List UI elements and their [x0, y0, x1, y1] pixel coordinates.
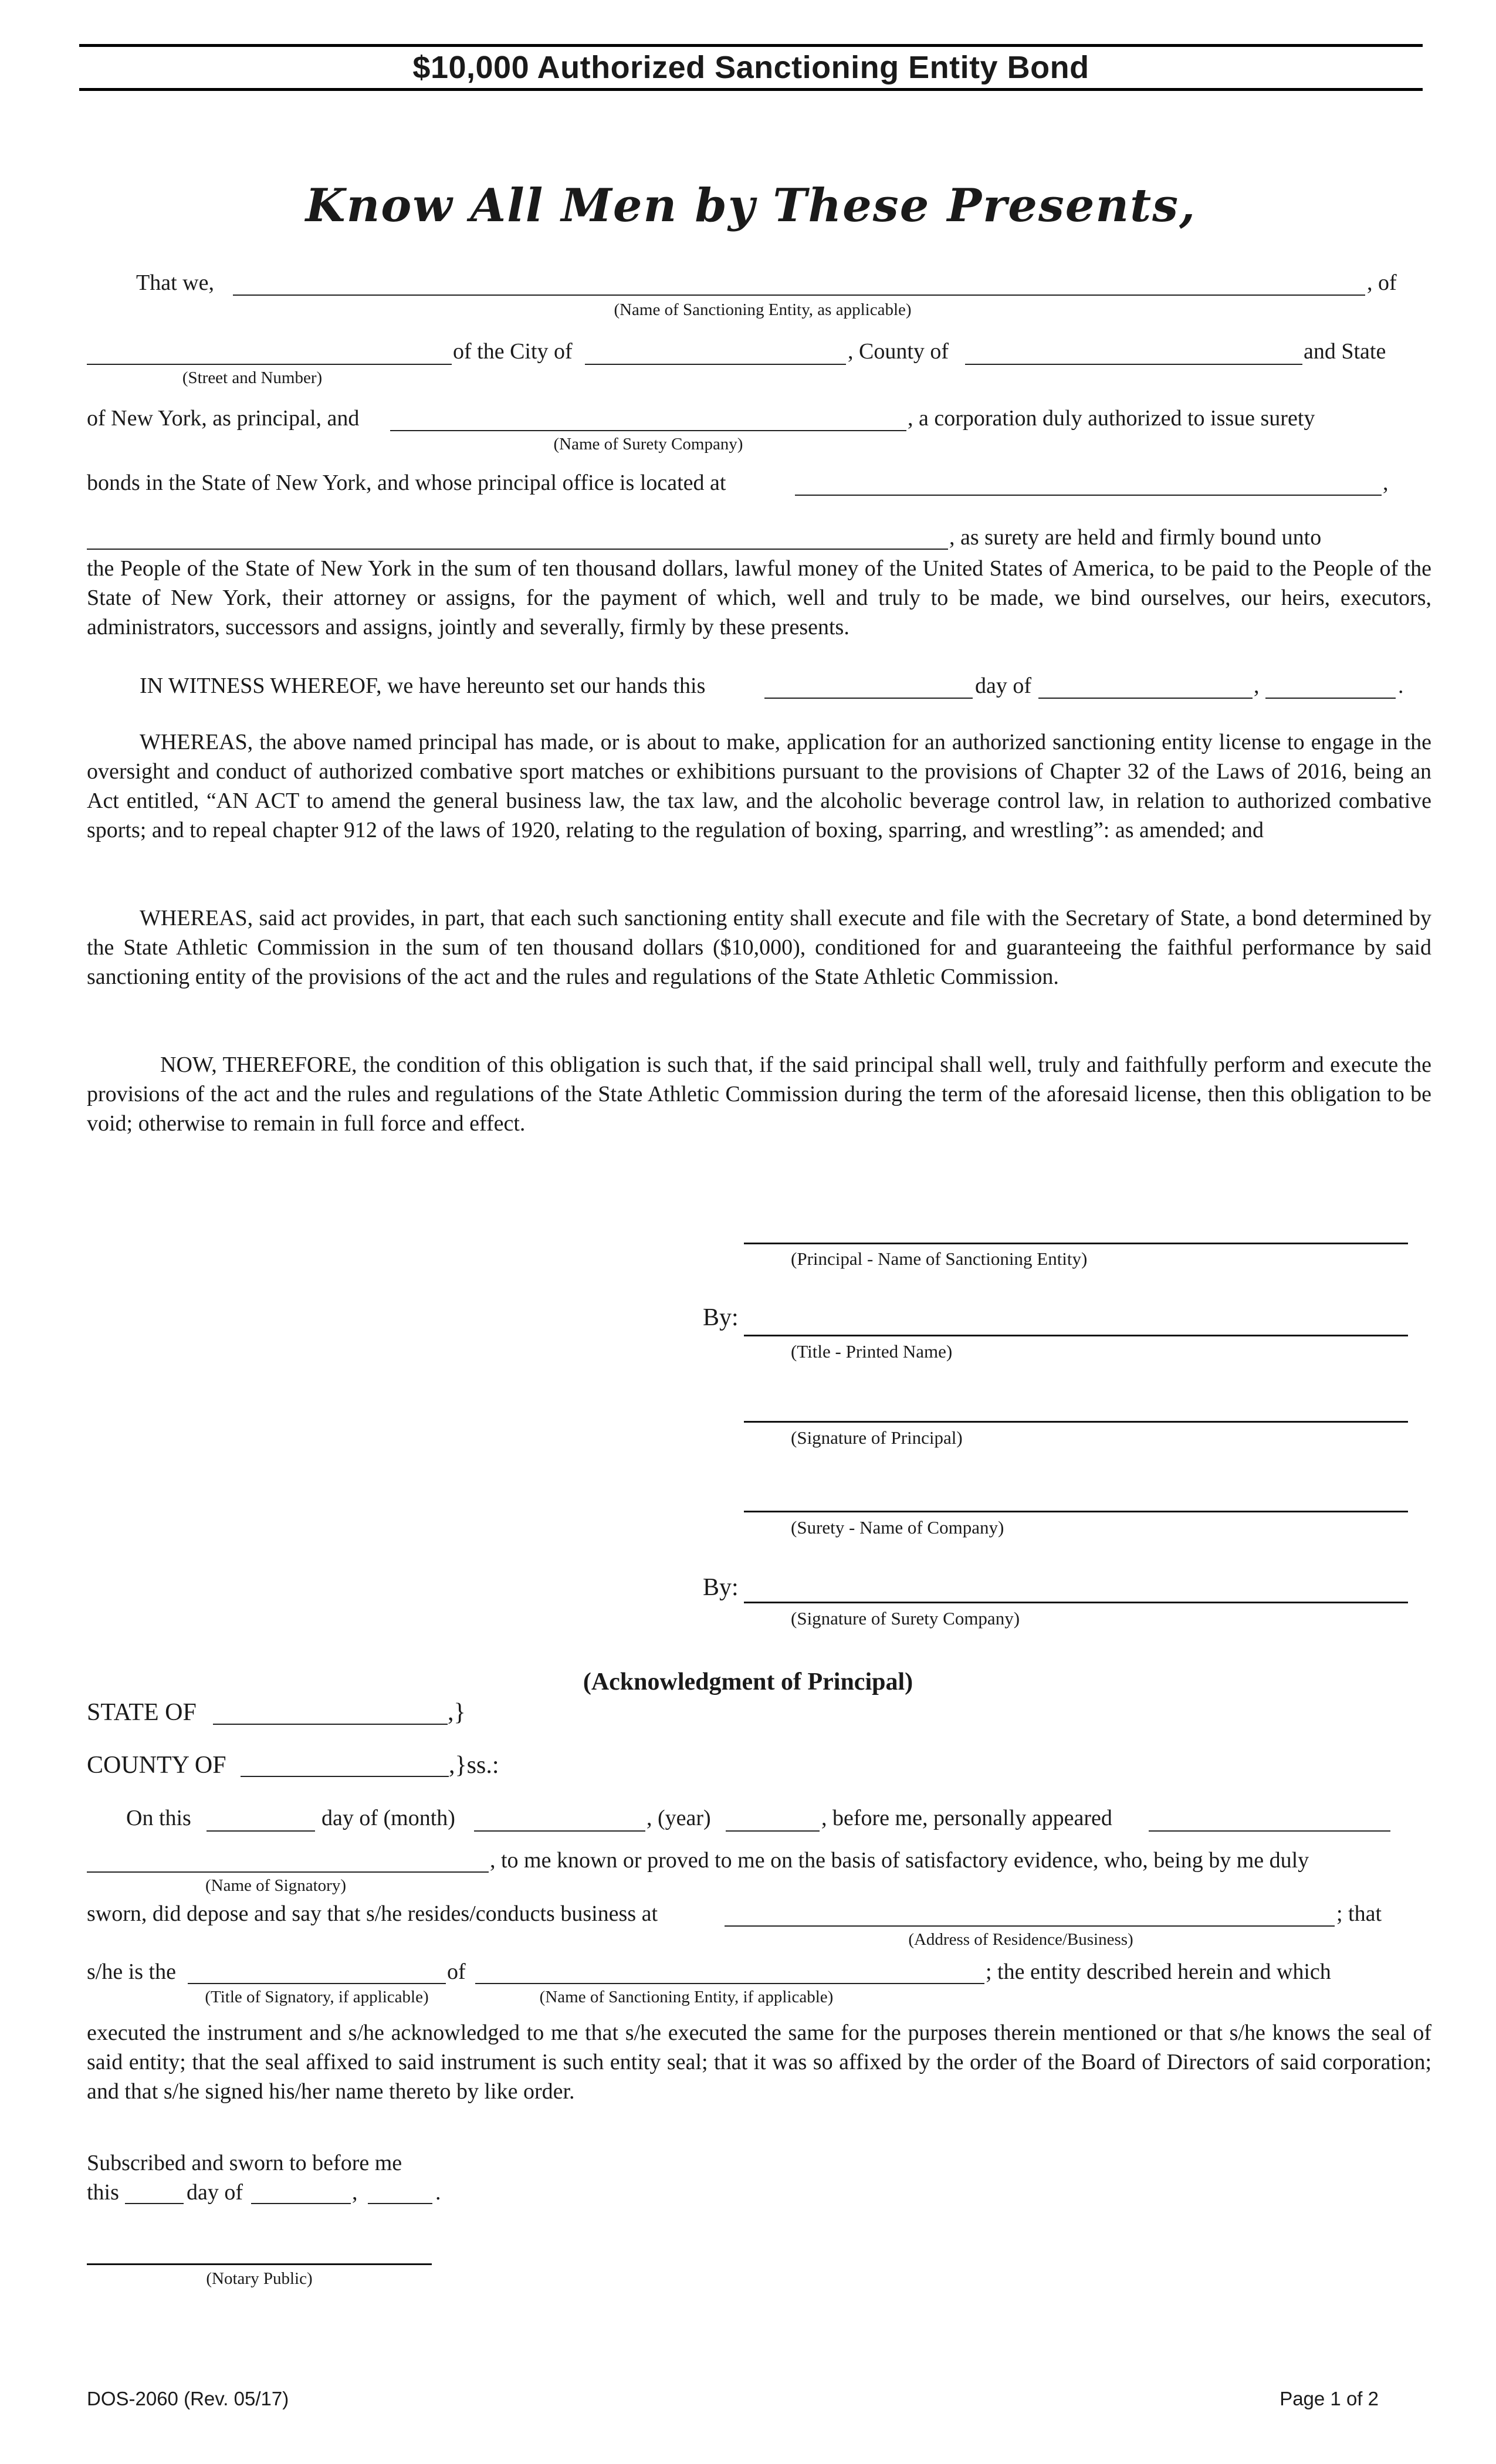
that-we-label: That we, — [136, 270, 214, 295]
acknowledgment-heading: (Acknowledgment of Principal) — [583, 1668, 913, 1695]
witness-year-field[interactable] — [1265, 698, 1396, 699]
signatory-title-field[interactable] — [188, 1983, 446, 1984]
entity-name-ack-caption: (Name of Sanctioning Entity, if applicable) — [539, 1988, 834, 2006]
executed-paragraph: executed the instrument and s/he acknowledged to me that s/he executed the same for the purposes therein mentioned or that s/he knows the seal of said entity; that the seal affixed to said instrument is such entity seal; that it was so affixed by the order of the Board of Directors of said corporation; and that s/he signed his/her name thereto by like order. — [87, 2020, 1431, 2104]
form-title: $10,000 Authorized Sanctioning Entity Bond — [412, 50, 1089, 85]
corporation-text: , a corporation duly authorized to issue surety — [908, 406, 1315, 431]
surety-caption: (Name of Surety Company) — [553, 435, 743, 453]
year-label: , (year) — [647, 1806, 711, 1830]
now-therefore-paragraph: NOW, THEREFORE, the condition of this obligation is such that, if the said principal shall well, truly and faithfully perform and execute the provisions of the act and the rules and regulations of the State Athletic Commission during the term of the aforesaid license, then this obligation to be void; otherwise to remain in full force and effect. — [87, 1052, 1431, 1136]
this-label: this — [87, 2180, 119, 2205]
surety-signature-caption: (Signature of Surety Company) — [791, 1608, 1020, 1629]
signatory-name-field[interactable] — [87, 1871, 489, 1873]
subscribed-year-field[interactable] — [368, 2203, 432, 2204]
page-number: Page 1 of 2 — [1280, 2388, 1379, 2409]
principal-office-continued-field[interactable] — [87, 549, 948, 550]
before-me-text: , before me, personally appeared — [821, 1806, 1112, 1830]
ack-year-field[interactable] — [726, 1830, 820, 1832]
street-caption: (Street and Number) — [182, 368, 323, 387]
sanctioning-entity-name-field[interactable] — [233, 295, 1365, 296]
signatory-name-caption: (Name of Signatory) — [205, 1876, 346, 1895]
address-field[interactable] — [725, 1925, 1335, 1927]
surety-company-field[interactable] — [390, 430, 906, 431]
new-york-principal-label: of New York, as principal, and — [87, 406, 360, 431]
she-is-the-label: s/he is the — [87, 1959, 176, 1984]
office-comma: , — [1383, 471, 1389, 495]
county-ack-field[interactable] — [241, 1776, 449, 1777]
principal-signature-caption: (Signature of Principal) — [791, 1427, 963, 1448]
and-state-label: and State — [1304, 339, 1386, 364]
county-brace: ,}ss.: — [449, 1752, 499, 1779]
subscribed-month-field[interactable] — [251, 2203, 351, 2204]
notary-signature-line[interactable] — [87, 2263, 432, 2265]
sworn-text: sworn, did depose and say that s/he resides/conducts business at — [87, 1901, 658, 1926]
entity-name-caption: (Name of Sanctioning Entity, as applicable) — [614, 300, 912, 319]
as-surety-text: , as surety are held and firmly bound unto — [949, 525, 1322, 550]
address-caption: (Address of Residence/Business) — [908, 1930, 1133, 1949]
of-entity-label: of — [447, 1959, 466, 1984]
by-label-principal: By: — [703, 1304, 739, 1331]
subscribed-day-of-label: day of — [187, 2180, 243, 2205]
city-field[interactable] — [585, 364, 846, 365]
page-heading: Know All Men by These Presents, — [305, 179, 1197, 232]
county-field[interactable] — [965, 364, 1302, 365]
county-of-label: , County of — [848, 339, 949, 364]
whereas-paragraph-1: WHEREAS, the above named principal has made, or is about to make, application for an authorized sanctioning entity license to engage in the oversight and conduct of authorized combative sport matches or exhibitions pursuant to the provisions of Chapter 32 of the Laws of 2016, being an Act entitled, “AN ACT to amend the general business law, the tax law, and the alcoholic beverage control law, in relation to authorized combative sports; and to repeal chapter 912 of the laws of 1920, relating to the regulation of boxing, sparring, and wrestling”: as amended; and — [87, 730, 1431, 842]
witness-day-field[interactable] — [764, 698, 973, 699]
form-id: DOS-2060 (Rev. 05/17) — [87, 2388, 289, 2409]
surety-name-caption: (Surety - Name of Company) — [791, 1517, 1004, 1538]
witness-period: . — [1398, 673, 1404, 698]
principal-signature-line[interactable] — [744, 1421, 1408, 1423]
street-number-field[interactable] — [87, 364, 452, 365]
state-field[interactable] — [213, 1724, 448, 1725]
state-brace: ,} — [448, 1699, 466, 1726]
witness-text: IN WITNESS WHEREOF, we have hereunto set our hands this — [140, 673, 706, 698]
appeared-name-field[interactable] — [1149, 1830, 1390, 1832]
entity-described-text: ; the entity described herein and which — [986, 1959, 1331, 1984]
surety-name-line[interactable] — [744, 1511, 1408, 1512]
subscribed-day-field[interactable] — [125, 2203, 184, 2204]
principal-name-caption: (Principal - Name of Sanctioning Entity) — [791, 1248, 1088, 1269]
title-signatory-caption: (Title of Signatory, if applicable) — [205, 1988, 429, 2006]
entity-name-ack-field[interactable] — [475, 1983, 984, 1984]
surety-signature-line[interactable] — [744, 1602, 1408, 1603]
of-label: , of — [1367, 270, 1397, 295]
whereas-paragraph-2: WHEREAS, said act provides, in part, that each such sanctioning entity shall execute and file with the Secretary of State, a bond determined by the State Athletic Commission in the sum of ten thousand dollars ($10,000), conditioned for and guaranteeing the faithful performance by said sanctioning entity of the provisions of the act and the rules and regulations of the State Athletic Commission. — [87, 906, 1431, 989]
subscribed-comma: , — [352, 2180, 358, 2205]
top-rule — [79, 44, 1423, 47]
subscribed-period: . — [435, 2180, 441, 2205]
day-of-month-label: day of (month) — [321, 1806, 455, 1830]
known-text: , to me known or proved to me on the basis of satisfactory evidence, who, being by me duly — [490, 1848, 1309, 1873]
by-label-surety: By: — [703, 1574, 739, 1601]
subscribed-text: Subscribed and sworn to before me — [87, 2151, 402, 2175]
witness-day-of-label: day of — [975, 673, 1032, 698]
notary-caption: (Notary Public) — [206, 2269, 313, 2288]
principal-name-line[interactable] — [744, 1243, 1408, 1244]
state-of-label: STATE OF — [87, 1699, 197, 1726]
ack-month-field[interactable] — [474, 1830, 645, 1832]
witness-comma: , — [1254, 673, 1260, 698]
principal-office-field[interactable] — [795, 495, 1382, 496]
of-city-label: of the City of — [453, 339, 573, 364]
bound-paragraph: the People of the State of New York in the sum of ten thousand dollars, lawful money of the United States of America, to be paid to the People of the State of New York, their attorney or assigns, for the payment of which, well and truly to be made, we bind ourselves, our heirs, executors, administrators, successors and assigns, jointly and severally, firmly by these presents. — [87, 556, 1431, 639]
that-label: ; that — [1336, 1901, 1382, 1926]
witness-month-field[interactable] — [1038, 698, 1253, 699]
county-of-ack-label: COUNTY OF — [87, 1752, 226, 1779]
on-this-label: On this — [126, 1806, 191, 1830]
title-underline — [79, 88, 1423, 91]
title-printed-caption: (Title - Printed Name) — [791, 1341, 953, 1362]
bonds-text: bonds in the State of New York, and whose principal office is located at — [87, 471, 726, 495]
title-printed-name-line[interactable] — [744, 1335, 1408, 1336]
ack-day-field[interactable] — [207, 1830, 315, 1832]
